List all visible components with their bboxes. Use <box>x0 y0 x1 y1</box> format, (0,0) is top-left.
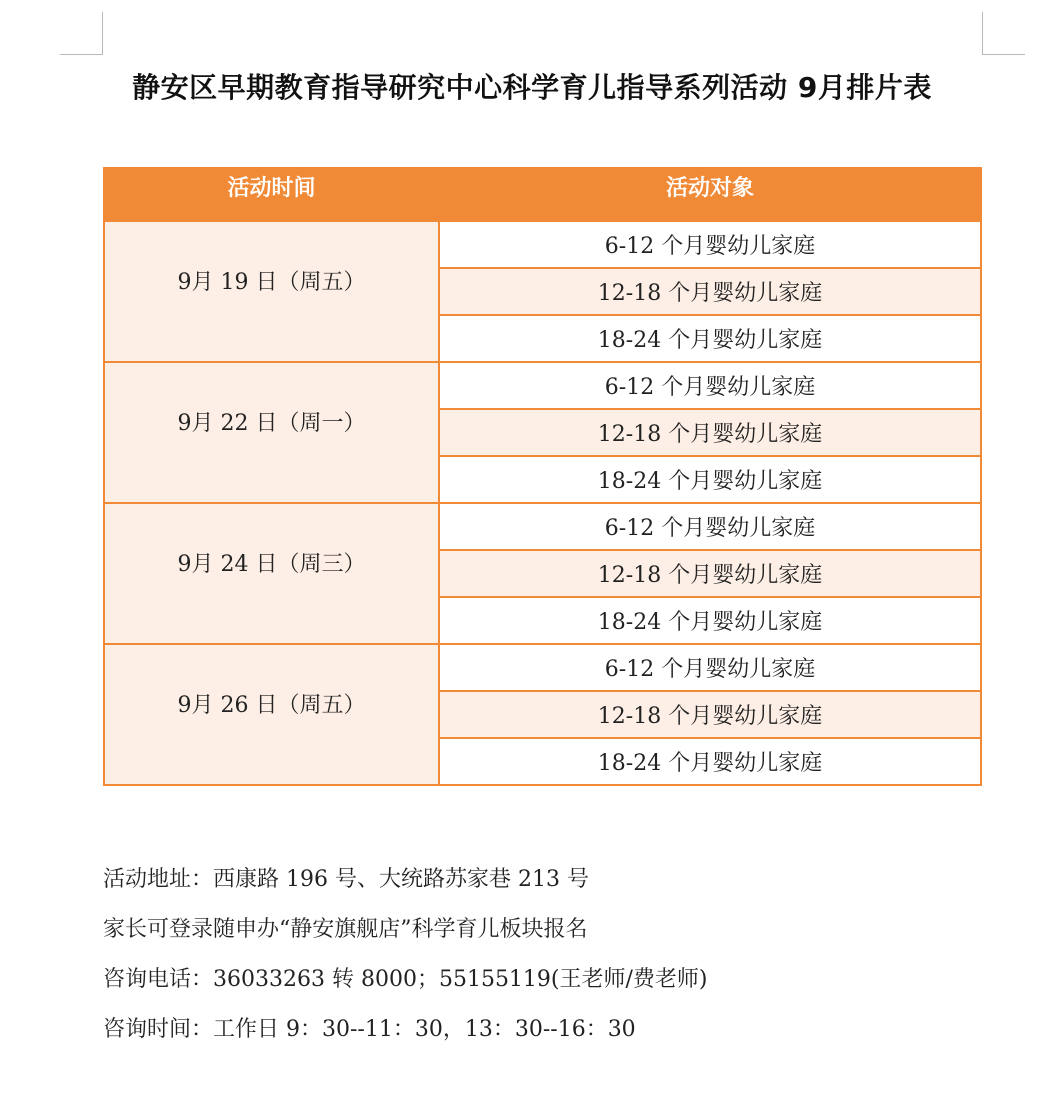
target-cell: 12-18 个月婴幼儿家庭 <box>439 691 981 738</box>
schedule-table <box>103 167 982 786</box>
header-activity-time: 活动时间 <box>104 168 439 221</box>
registration-line: 家长可登录随申办“静安旗舰店”科学育儿板块报名 <box>103 917 588 942</box>
table-header-row <box>104 168 981 221</box>
date-cell: 9月 19 日（周五） <box>104 221 439 362</box>
target-cell: 18-24 个月婴幼儿家庭 <box>439 738 981 785</box>
table-row <box>104 644 981 691</box>
target-cell: 12-18 个月婴幼儿家庭 <box>439 409 981 456</box>
target-cell: 12-18 个月婴幼儿家庭 <box>439 550 981 597</box>
table-row <box>104 503 981 550</box>
target-cell: 6-12 个月婴幼儿家庭 <box>439 221 981 268</box>
phone-line: 咨询电话：36033263 转 8000；55155119(王老师/费老师) <box>103 967 708 992</box>
target-cell: 18-24 个月婴幼儿家庭 <box>439 315 981 362</box>
target-cell: 18-24 个月婴幼儿家庭 <box>439 456 981 503</box>
header-activity-target: 活动对象 <box>439 168 981 221</box>
page-corner-mark-top-right <box>982 12 1025 55</box>
target-cell: 6-12 个月婴幼儿家庭 <box>439 644 981 691</box>
target-cell: 18-24 个月婴幼儿家庭 <box>439 597 981 644</box>
info-section <box>103 862 708 1062</box>
date-cell: 9月 24 日（周三） <box>104 503 439 644</box>
date-cell: 9月 22 日（周一） <box>104 362 439 503</box>
address-line: 活动地址：西康路 196 号、大统路苏家巷 213 号 <box>103 867 589 892</box>
target-cell: 6-12 个月婴幼儿家庭 <box>439 503 981 550</box>
target-cell: 12-18 个月婴幼儿家庭 <box>439 268 981 315</box>
page-corner-mark-top-left <box>60 12 103 55</box>
hours-line: 咨询时间：工作日 9：30--11：30，13：30--16：30 <box>103 1017 636 1042</box>
target-cell: 6-12 个月婴幼儿家庭 <box>439 362 981 409</box>
date-cell: 9月 26 日（周五） <box>104 644 439 785</box>
table-row <box>104 221 981 268</box>
table-row <box>104 362 981 409</box>
page-title: 静安区早期教育指导研究中心科学育儿指导系列活动 9月排片表 <box>132 71 932 104</box>
